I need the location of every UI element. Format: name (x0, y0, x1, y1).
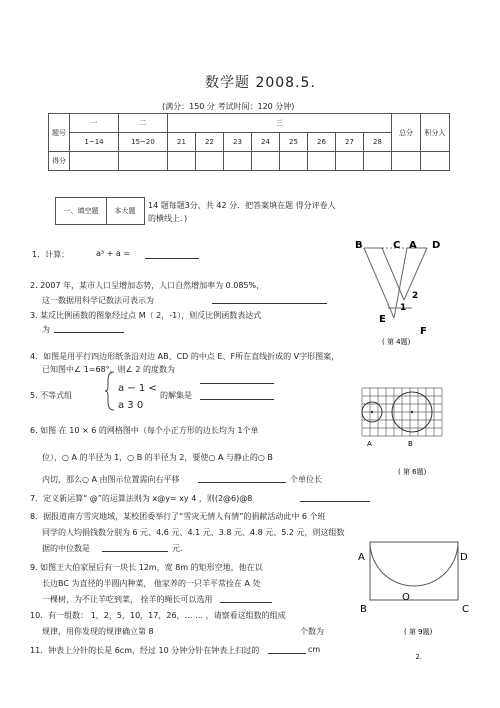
semicircle (370, 542, 458, 586)
fig6-label-b: B (408, 440, 413, 448)
score-cell[interactable] (308, 152, 336, 171)
fig4-edge (382, 248, 404, 300)
q5-tail: 的解集是 (160, 391, 192, 400)
q4-line1: 4．如图是用平行四边形纸条沿对边 AB、CD 的中点 E、F所在直线折成的 V字形图案， (30, 352, 340, 361)
q4-line2: 已知图中∠ 1=68°，则∠ 2 的度数为 (42, 365, 176, 374)
scorer-label: 积分人 (421, 114, 450, 152)
fig9-label-a: A (358, 552, 365, 563)
figure-9 (352, 530, 477, 642)
score-cell[interactable] (168, 152, 196, 171)
q7-text: 7．定义新运算“ @”的运算法则为 x@y= xy 4 ，则(2@6)@8 (30, 494, 253, 503)
num-26: 26 (308, 133, 336, 152)
score-cell[interactable] (421, 152, 450, 171)
total-label: 总分 (392, 114, 421, 152)
q5-inequality-1: a − 1 < (118, 383, 157, 394)
rectangle (370, 542, 458, 600)
figure-6 (358, 386, 478, 478)
num-25: 25 (280, 133, 308, 152)
score-cell[interactable] (364, 152, 392, 171)
fig4-label-b: B (355, 240, 363, 251)
q11-text: 11．钟表上分针的长是 6cm，经过 10 分钟分针在钟表上扫过的 (30, 646, 260, 655)
row-label-score: 得分 (49, 152, 70, 171)
page-title: 数学题 2008.5. (205, 75, 316, 91)
q2-answer-blank[interactable] (212, 294, 327, 304)
q9-answer-blank[interactable] (220, 593, 272, 603)
row-label-question: 题号 (49, 114, 70, 152)
section-one-instructions-2: 的横线上．) (148, 214, 188, 223)
section-one-instructions: 14 题每题3分，共 42 分．把答案填在题 得分评卷人 (148, 201, 336, 210)
q11-answer-blank[interactable] (268, 644, 306, 654)
q5-brace (104, 370, 118, 412)
q6-line2: 位），○ A 的半径为 1，○ B 的半径为 2，要使○ A 与静止的○ B (42, 453, 273, 462)
brace-path (105, 372, 114, 410)
figure-4 (352, 238, 472, 348)
center-b (411, 411, 413, 413)
score-cell[interactable] (119, 152, 168, 171)
score-cell[interactable] (252, 152, 280, 171)
q2-line2: 这一数据用科学记数法可表示为 (42, 296, 154, 305)
q1-label: 1．计算： (32, 250, 70, 259)
fig9-label-o: O (402, 592, 410, 603)
num-21: 21 (168, 133, 196, 152)
group-three: 三 (168, 114, 392, 133)
section-one-scope: 本大题 (114, 207, 136, 215)
score-cell[interactable] (280, 152, 308, 171)
q6-line4: 个单位长 (290, 475, 322, 484)
q1-expression: a³ + a = (96, 249, 131, 258)
score-cell[interactable] (392, 152, 421, 171)
section-one-box (55, 197, 145, 225)
center-a (371, 411, 373, 413)
num-15-20: 15~20 (119, 133, 168, 152)
q2-line1: 2. 2007 年，某市人口呈增加态势，人口自然增加率为 0.085%， (30, 281, 265, 290)
q6-line3: 内切，那么○ A 由图示位置需向右平移 (42, 475, 180, 484)
q8-line4: 元． (172, 544, 188, 553)
score-cell[interactable] (224, 152, 252, 171)
section-one-label: 一、填空题 (56, 198, 107, 224)
num-22: 22 (196, 133, 224, 152)
q9-line3: 一棵树，为不让羊吃到菜， 拴羊的绳长可以选用 (42, 595, 213, 604)
fig9-label-b: B (360, 604, 367, 615)
q9-line2: 长边BC 为直径的半圆内种菜， 他家养的一只羊平常拴在 A 处 (42, 579, 261, 588)
q10-line1: 10．有一组数： 1，2，5，10，17，26，… … ，请察看这组数的组成 (30, 611, 286, 620)
fig4-label-f: F (420, 326, 427, 337)
fig9-label-d: D (460, 552, 468, 563)
page-number: 2. (415, 653, 422, 661)
num-23: 23 (224, 133, 252, 152)
group-two: 二 (119, 114, 168, 133)
fig9-caption: ( 第 9题) (404, 628, 433, 636)
q8-line1: 8．据报道南方雪灾地域，某校团委举行了“雪灾无情人有情”的捐献活动此中 6 个班 (30, 512, 326, 521)
fig4-caption: ( 第 4题) (382, 338, 411, 346)
q5-answer-blank[interactable] (200, 390, 274, 400)
score-table (48, 113, 450, 171)
q9-line1: 9. 如图王大伯家屋后有一块长 12m，宽 8m 的矩形空地，他在以 (30, 563, 263, 572)
q8-line2: 同学的人均捐钱数分别为 6 元、4.6 元、4.1 元、3.8 元、4.8 元、5.2 元，则这组数 (42, 528, 345, 537)
score-cell[interactable] (196, 152, 224, 171)
q6-line1: 6. 如图 在 10 × 6 的网格图中（每个小正方形的边长均为 1个单 (30, 426, 259, 435)
fig4-label-1: 1 (400, 303, 407, 313)
group-one: 一 (70, 114, 119, 133)
q8-answer-blank[interactable] (102, 542, 168, 552)
fig4-label-e: E (379, 314, 386, 325)
q5-label: 5. 不等式组 (30, 391, 73, 400)
fig4-label-c: C (393, 240, 401, 251)
q4-answer-blank[interactable] (200, 374, 274, 384)
num-1-14: 1~14 (70, 133, 119, 152)
fig4-label-d: D (432, 240, 441, 251)
num-24: 24 (252, 133, 280, 152)
q3-line2: 为 (42, 325, 50, 334)
q10-line2: 规律，用你发现的规律确立第 8 (42, 627, 154, 636)
q3-answer-blank[interactable] (54, 323, 124, 333)
fig6-label-a: A (367, 440, 372, 448)
num-28: 28 (364, 133, 392, 152)
q7-answer-blank[interactable] (300, 492, 370, 502)
exam-info: (满分：150 分 考试时间：120 分钟) (162, 102, 295, 111)
q8-line3: 据的中位数是 (42, 544, 90, 553)
q3-line1: 3. 某反比例函数的图象经过点 M（ 2，-1），则反比例函数表达式 (30, 311, 262, 320)
fig6-caption: ( 第 6题) (398, 468, 427, 476)
score-cell[interactable] (70, 152, 119, 171)
fig4-label-2: 2 (412, 291, 419, 301)
fig9-label-c: C (462, 604, 469, 615)
q1-answer-blank[interactable] (145, 249, 199, 259)
q6-answer-blank[interactable] (198, 473, 286, 483)
score-cell[interactable] (336, 152, 364, 171)
fig4-label-a: A (409, 240, 417, 251)
q5-inequality-2: a 3 0 (118, 400, 144, 411)
q10-line3: 个数为 (300, 627, 324, 636)
num-27: 27 (336, 133, 364, 152)
q11-unit: cm (308, 645, 321, 654)
